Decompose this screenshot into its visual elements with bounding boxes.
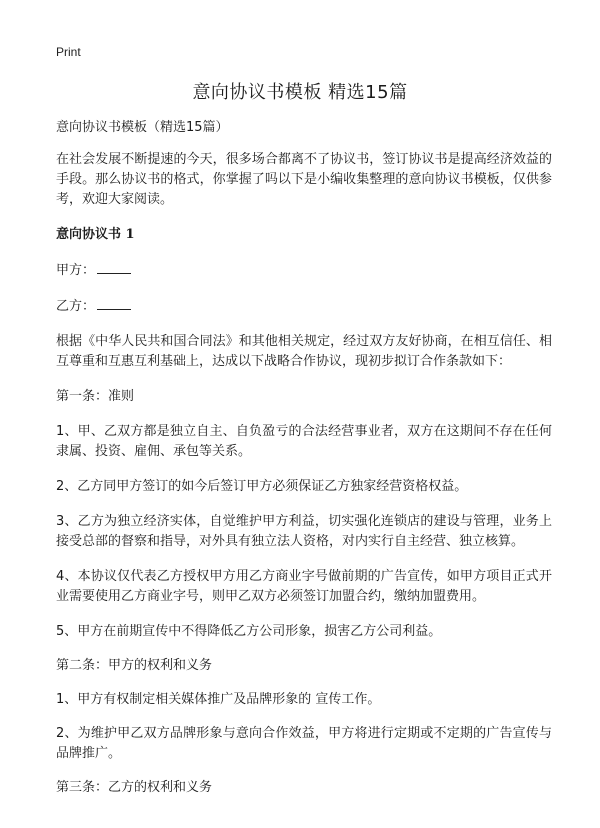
print-link[interactable]: Print bbox=[56, 45, 81, 59]
article2-item: 2、为维护甲乙双方品牌形象与意向合作效益，甲方将进行定期或不定期的广告宣传与品牌推广。 bbox=[56, 726, 552, 761]
article2-item: 1、甲方有权制定相关媒体推广及品牌形象的 宣传工作。 bbox=[56, 692, 381, 707]
document-subtitle: 意向协议书模板（精选15篇） bbox=[56, 120, 229, 135]
intro-paragraph: 在社会发展不断提速的今天，很多场合都离不了协议书，签订协议书是提高经济效益的手段。那么协议书的格式，你掌握了吗以下是小编收集整理的意向协议书模板，仅供参考，欢迎大家阅读。 bbox=[56, 152, 552, 207]
page-title: 意向协议书模板 精选15篇 bbox=[192, 82, 408, 103]
article-heading: 第一条：准则 bbox=[56, 389, 135, 404]
article-heading: 第三条：乙方的权利和义务 bbox=[56, 780, 213, 795]
party-a-line bbox=[56, 260, 552, 281]
preamble-paragraph: 根据《中华人民共和国合同法》和其他相关规定，经过双方友好协商，在相互信任、相互尊重和互惠互利基础上，达成以下战略合作协议，现初步拟订合作条款如下： bbox=[56, 334, 552, 369]
article1-item: 4、本协议仅代表乙方授权甲方用乙方商业字号做前期的广告宣传，如甲方项目正式开业需要使用乙方商业字号，则甲乙双方必须签订加盟合约，缴纳加盟费用。 bbox=[56, 569, 552, 604]
party-b-label: 乙方： bbox=[56, 299, 96, 314]
party-b-blank bbox=[97, 296, 131, 310]
article1-item: 1、甲、乙双方都是独立自主、自负盈亏的合法经营事业者，双方在这期间不存在任何隶属、投资、雇佣、承包等关系。 bbox=[56, 424, 552, 459]
party-a-label: 甲方： bbox=[56, 263, 96, 278]
party-a-blank bbox=[97, 260, 131, 274]
article1-item: 5、甲方在前期宣传中不得降低乙方公司形象，损害乙方公司利益。 bbox=[56, 624, 442, 639]
party-b-line bbox=[56, 296, 552, 317]
document-body bbox=[56, 118, 552, 813]
article-heading: 第二条：甲方的权利和义务 bbox=[56, 658, 213, 673]
article1-item: 2、乙方同甲方签订的如今后签订甲方必须保证乙方独家经营资格权益。 bbox=[56, 479, 468, 494]
article1-item: 3、乙方为独立经济实体，自觉维护甲方利益，切实强化连锁店的建设与管理，业务上接受总部的督察和指导，对外具有独立法人资格，对内实行自主经营、独立核算。 bbox=[56, 514, 552, 549]
section-heading: 意向协议书 1 bbox=[56, 227, 135, 242]
